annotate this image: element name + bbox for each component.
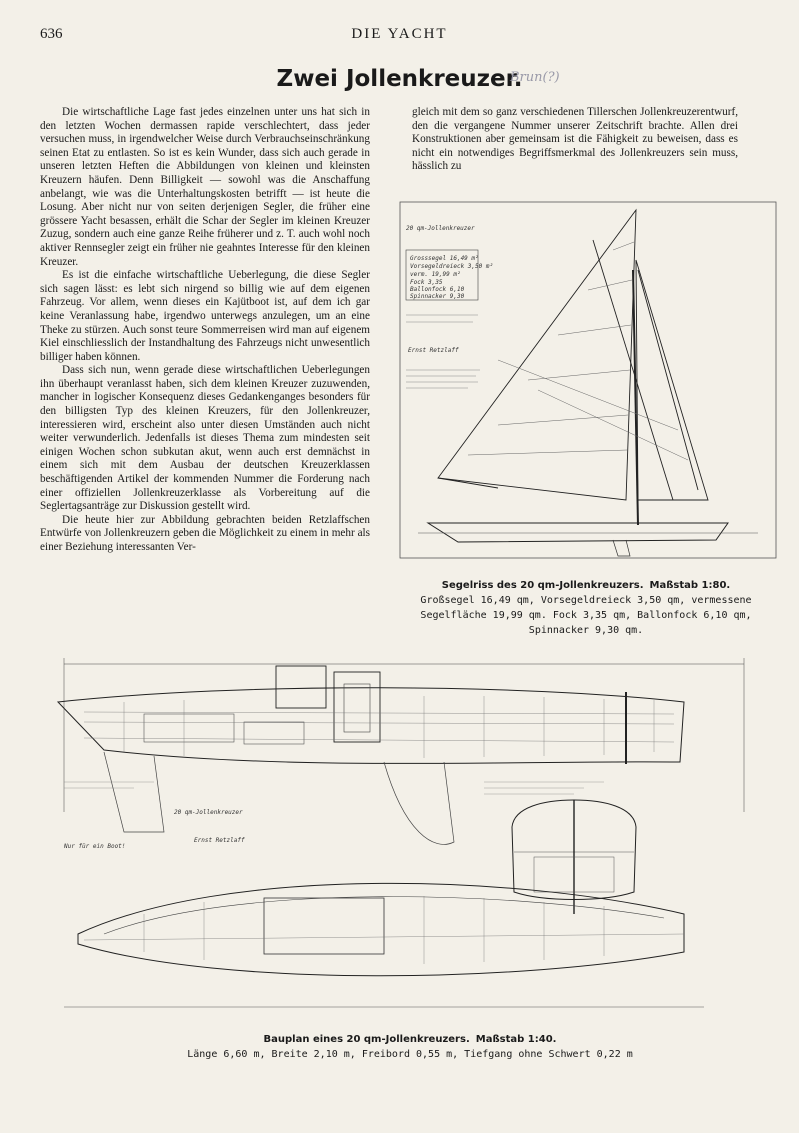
caption-scale: Maßstab 1:40.: [475, 1034, 557, 1045]
caption-line: Segelfläche 19,99 qm. Fock 3,35 qm, Ballonfock 6,10 qm,: [420, 610, 752, 621]
drawing-title: 20 qm-Jollenkreuzer: [174, 809, 243, 816]
caption-title: Segelriss des 20 qm-Jollenkreuzers.: [441, 580, 644, 591]
hull-plan-view: [78, 883, 684, 975]
centerboard: [384, 762, 454, 844]
sail-seams: [468, 242, 688, 460]
text-column-left: [40, 106, 370, 555]
sail-plan-drawing: [398, 200, 778, 570]
cabin-plan: [264, 898, 384, 954]
sail-plan-caption: [398, 578, 774, 638]
paragraph: Es ist die einfache wirtschaftliche Ueberlegung, die diese Segler sich sagen lässt: es lebt sich nirgend so billig wie auf dem eigenen Fahrzeug. Vor allem, wenn dieses ein Kajütboot ist, auf dem ich gar keine Veranlassung habe, irgendwo unterwegs anzulegen, um an eine Theke zu stürzen. Auch sonst teure Sommerreisen wird man auf eigenem Kiel einschliesslich der Instandhaltung des Fahrzeugs nicht unwesentlich billiger haben können.: [40, 269, 370, 363]
rudder: [104, 752, 164, 832]
caption-line: Großsegel 16,49 qm, Vorsegeldreieck 3,50 qm, vermessene: [420, 595, 752, 606]
caption-line: Spinnacker 9,30 qm.: [528, 625, 644, 636]
jib-outline: [636, 260, 708, 500]
mainsail-outline: [438, 210, 636, 500]
caption-scale: Maßstab 1:80.: [649, 580, 731, 591]
companionway: [334, 672, 380, 742]
running-title: DIE YACHT: [351, 26, 448, 42]
page-number: 636: [40, 26, 63, 42]
paragraph: Dass sich nun, wenn gerade diese wirtschaftlichen Ueberlegungen ihn überhaupt veranlasst haben, sich dem kleinen Kreuzer zuzuwenden, mancher in logischer Konsequenz dieses Gedankenganges besonders für den billigsten Typ des kleinen Kreuzers, für den Jollenkreuzer, interessieren wird, erscheint also unter diesen Umständen auch nicht weiter verwunderlich. Jedenfalls ist dieses Thema zum mindesten seit einigen Wochen schon subkutan akut, wenn auch erst demnächst in einem sich mit dem Ausbau der deutschen Kreuzerklassen beschäftigenden Artikel der kommenden Nummer die Forderung nach einer offiziellen Jollenkreuzerklasse als Vorbereitung auf die Seglertagsanträge zur Diskussion gestellt wird.: [40, 364, 370, 513]
construction-plan-drawing: [44, 652, 762, 1024]
drawing-note: Nur für ein Boot!: [64, 843, 126, 850]
caption-line: Länge 6,60 m, Breite 2,10 m, Freibord 0,55 m, Tiefgang ohne Schwert 0,22 m: [187, 1049, 633, 1060]
construction-plan-caption: [80, 1032, 740, 1062]
legend-line: verm. 19,99 m²: [410, 271, 461, 278]
text-column-right: [412, 106, 738, 174]
article-title: Zwei Jollenkreuzer.: [276, 66, 523, 92]
legend-line: Spinnacker 9,30: [410, 293, 465, 300]
handwritten-note: Brun(?): [510, 70, 560, 85]
hull-profile: [428, 523, 728, 542]
legend-line: Grosssegel 16,49 m²: [410, 255, 479, 262]
legend-line: Vorsegeldreieck 3,50 m²: [410, 263, 494, 270]
paragraph: gleich mit dem so ganz verschiedenen Tillerschen Jollenkreuzerentwurf, den die vergangene Nummer unserer Zeitschrift brachte. Allen drei Konstruktionen aber gemeinsam ist die Fähigkeit zu beweisen, dass es nicht ein notwendiges Begriffsmerkmal des Jollenkreuzers sein muss, hässlich zu: [412, 106, 738, 173]
legend-line: Ballonfock 6,10: [410, 286, 465, 293]
hull-profile-view: [58, 688, 684, 764]
drawing-title: 20 qm-Jollenkreuzer: [406, 225, 475, 232]
cabin-top: [276, 666, 326, 708]
signature: Ernst Retzlaff: [408, 347, 459, 354]
signature: Ernst Retzlaff: [194, 837, 245, 844]
caption-title: Bauplan eines 20 qm-Jollenkreuzers.: [263, 1034, 470, 1045]
legend-line: Fock 3,35: [410, 279, 443, 286]
paragraph: Die heute hier zur Abbildung gebrachten beiden Retzlaffschen Entwürfe von Jollenkreuzern geben die Möglichkeit zu einem in mehr als einer Beziehung interessanten Ver-: [40, 513, 370, 553]
paragraph: Die wirtschaftliche Lage fast jedes einzelnen unter uns hat sich in den letzten Wochen dermassen rapide verschlechtert, dass jeder versuchen muss, in irgendwelcher Weise durch Verbrauchseinschränkung seinen Etat zu entlasten. So ist es kein Wunder, dass sich auch gerade in unseren letzten Heften die Abbildungen von kleinen und kleinsten Kreuzern häufen. Denn Billigkeit — sowohl was die Anschaffung anbelangt, wie was die Unterhaltungskosten betrifft — ist heute die Losung. Aber nicht nur von seiten derjenigen Segler, die früher eine grössere Yacht besassen, erhält die Schar der Segler im kleinen Kreuzer Zuzug, sondern auch eine ganze Reihe früherer und z. T. auch wohl noch aktiver Rennsegler zeigt ein früher nie geahntes Interesse für den kleinen Kreuzer.: [40, 106, 370, 268]
